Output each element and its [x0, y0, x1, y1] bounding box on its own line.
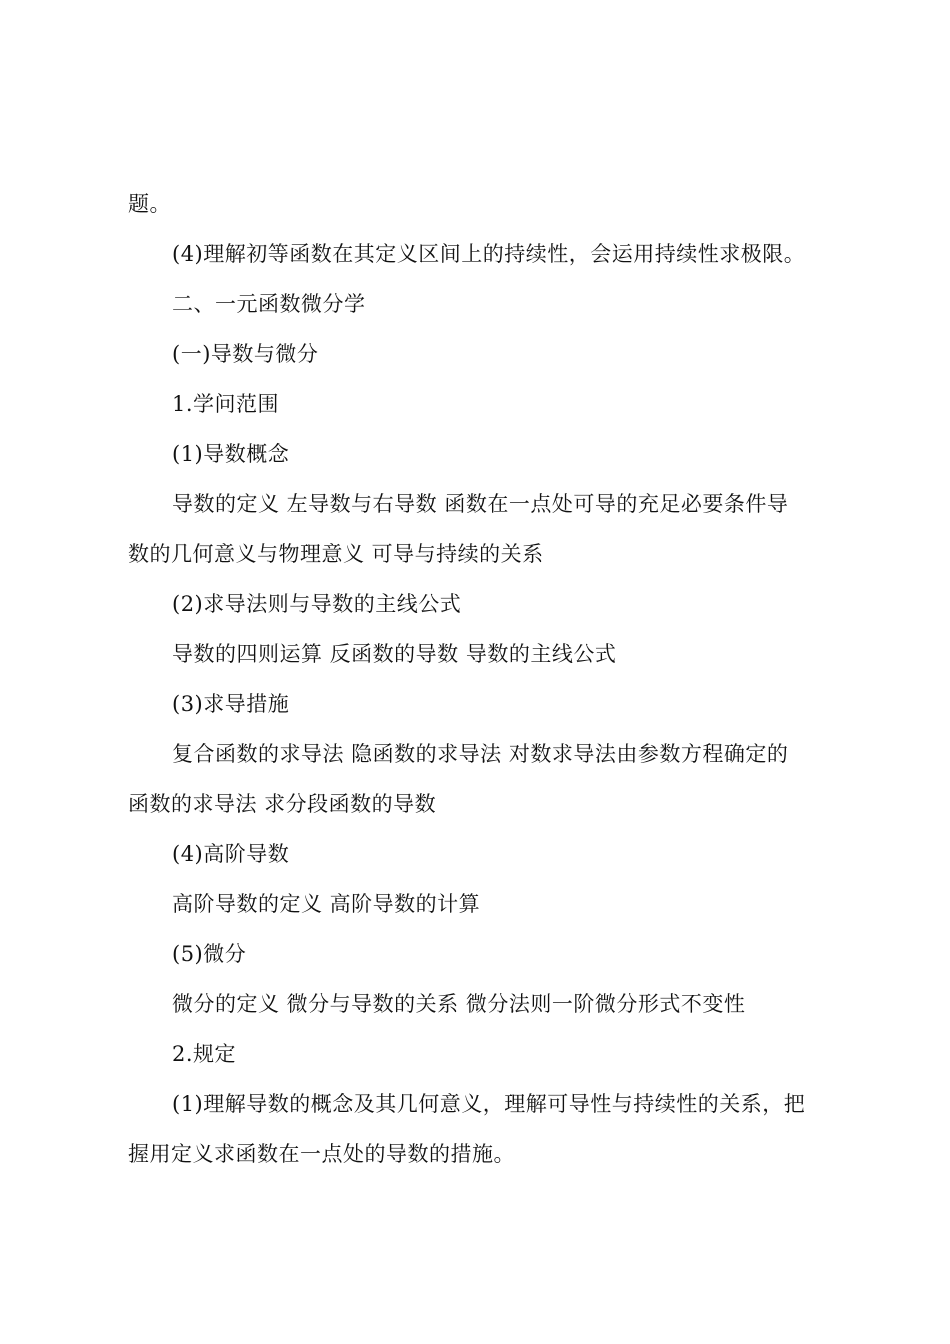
- topic-heading-4: (4)高阶导数: [172, 842, 290, 866]
- topic-content-1: 导数的定义 左导数与右导数 函数在一点处可导的充足必要条件导: [172, 492, 789, 516]
- topic-content-3: 复合函数的求导法 隐函数的求导法 对数求导法由参数方程确定的: [172, 742, 789, 766]
- topic-content-3-cont: 函数的求导法 求分段函数的导数: [128, 792, 437, 816]
- topic-heading-1: (1)导数概念: [172, 442, 290, 466]
- requirements-heading: 2.规定: [172, 1042, 237, 1066]
- topic-heading-3: (3)求导措施: [172, 692, 290, 716]
- topic-heading-2: (2)求导法则与导数的主线公式: [172, 592, 462, 616]
- subsection-heading: (一)导数与微分: [172, 342, 319, 366]
- paragraph-continuation: 题。: [128, 192, 171, 216]
- topic-content-4: 高阶导数的定义 高阶导数的计算: [172, 892, 481, 916]
- requirement-item-4: (4)理解初等函数在其定义区间上的持续性，会运用持续性求极限。: [172, 242, 806, 266]
- knowledge-scope-heading: 1.学问范围: [172, 392, 280, 416]
- section-heading: 二、一元函数微分学: [172, 292, 366, 316]
- topic-heading-5: (5)微分: [172, 942, 247, 966]
- requirement-1: (1)理解导数的概念及其几何意义，理解可导性与持续性的关系，把: [172, 1092, 806, 1116]
- topic-content-2: 导数的四则运算 反函数的导数 导数的主线公式: [172, 642, 617, 666]
- requirement-1-cont: 握用定义求函数在一点处的导数的措施。: [128, 1142, 515, 1166]
- topic-content-5: 微分的定义 微分与导数的关系 微分法则一阶微分形式不变性: [172, 992, 746, 1016]
- topic-content-1-cont: 数的几何意义与物理意义 可导与持续的关系: [128, 542, 544, 566]
